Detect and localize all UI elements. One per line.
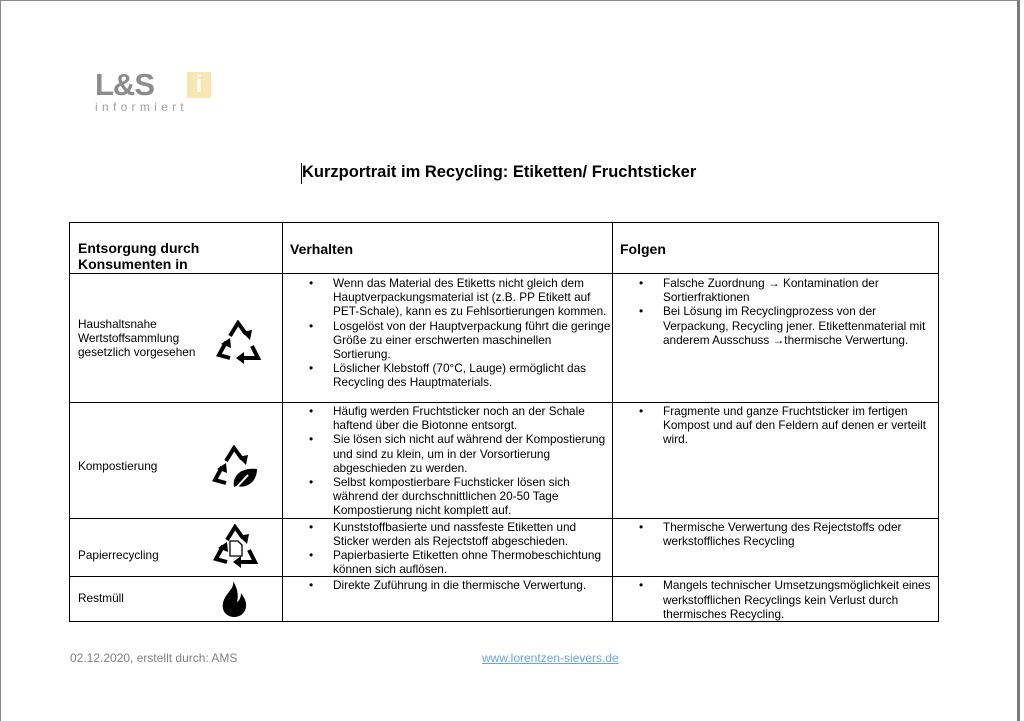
category-label: Haushaltsnahe Wertstoffsammlung gesetzlich vorgesehen — [78, 317, 196, 360]
list-item: • Bei Lösung im Recyclingprozess von der Verpackung, Recycling jener. Etikettenmaterial mit anderem Ausschuss →thermische Verwertung. — [663, 304, 938, 347]
folgen-cell — [613, 518, 939, 577]
compost-recycle-leaf-icon — [212, 445, 260, 491]
verhalten-list — [283, 274, 612, 390]
category-cell — [70, 577, 283, 622]
logo-text: L&S — [95, 67, 154, 102]
list-item: • Direkte Zuführung in die thermische Verwertung. — [333, 578, 612, 592]
company-logo — [95, 69, 225, 119]
info-badge-icon: i — [187, 72, 211, 98]
paper-recycle-icon — [213, 524, 261, 568]
folgen-cell — [613, 274, 939, 403]
verhalten-cell — [283, 403, 613, 519]
website-link[interactable]: www.lorentzen-sievers.de — [482, 651, 619, 665]
list-item: • Wenn das Material des Etiketts nicht gleich dem Hauptverpackungsmaterial ist (z.B. PP Etikett auf PET-Schale), kann es zu Fehlsortierungen kommen. — [333, 276, 612, 319]
folgen-cell — [613, 577, 939, 622]
verhalten-list — [283, 519, 612, 577]
list-item: • Losgelöst von der Hauptverpackung führt die geringe Größe zu einer erschwerten maschinellen Sortierung. — [333, 319, 612, 362]
list-item: • Mangels technischer Umsetzungsmöglichkeit eines werkstofflichen Recyclings kein Verlust durch thermisches Recycling. — [663, 578, 938, 621]
header-entsorgung: Entsorgung durch Konsumenten in — [70, 223, 283, 274]
logo-subtitle: informiert — [95, 100, 189, 114]
folgen-cell — [613, 403, 939, 519]
list-item: • Papierbasierte Etiketten ohne Thermobeschichtung können sich auflösen. — [333, 548, 612, 576]
table-row — [70, 518, 939, 577]
folgen-list — [613, 577, 938, 621]
table-header-row — [70, 223, 939, 274]
page-title: Kurzportrait im Recycling: Etiketten/ Fruchtsticker — [302, 163, 697, 181]
footer-date-author: 02.12.2020, erstellt durch: AMS — [70, 651, 238, 665]
header-folgen: Folgen — [613, 223, 939, 274]
category-label: Papierrecycling — [78, 547, 159, 562]
list-item: • Sie lösen sich nicht auf während der Kompostierung und sind zu klein, um in der Vorsortierung abgeschieden zu werden. — [333, 432, 612, 475]
verhalten-list — [283, 577, 612, 592]
table-row — [70, 403, 939, 519]
category-cell — [70, 403, 283, 519]
category-cell — [70, 274, 283, 403]
header-verhalten: Verhalten — [283, 223, 613, 274]
folgen-list — [613, 403, 938, 447]
category-label: Restmüll — [78, 591, 124, 606]
list-item: • Falsche Zuordnung → Kontamination der Sortierfraktionen — [663, 276, 938, 304]
flame-icon — [221, 581, 247, 617]
list-item: • Thermische Verwertung des Rejectstoffs oder werkstoffliches Recycling — [663, 520, 938, 548]
verhalten-list — [283, 403, 612, 518]
list-item: • Löslicher Klebstoff (70°C, Lauge) ermöglicht das Recycling des Hauptmaterials. — [333, 361, 612, 389]
recycle-icon — [216, 320, 262, 364]
category-label: Kompostierung — [78, 459, 158, 473]
category-cell — [70, 518, 283, 577]
recycling-table — [69, 222, 939, 622]
folgen-list — [613, 274, 938, 347]
verhalten-cell — [283, 577, 613, 622]
list-item: • Fragmente und ganze Fruchtsticker im fertigen Kompost und auf den Feldern auf denen er verteilt wird. — [663, 404, 938, 447]
list-item: • Häufig werden Fruchtsticker noch an der Schale haftend über die Biotonne entsorgt. — [333, 404, 612, 432]
list-item: • Kunststoffbasierte und nassfeste Etiketten und Sticker werden als Rejectstoff abgeschieden. — [333, 520, 612, 548]
table-row — [70, 577, 939, 622]
verhalten-cell — [283, 518, 613, 577]
verhalten-cell — [283, 274, 613, 403]
folgen-list — [613, 519, 938, 548]
list-item: • Selbst kompostierbare Fuchsticker lösen sich während der durchschnittlichen 20-50 Tage Kompostierung nicht komplett auf. — [333, 475, 612, 518]
table-row — [70, 274, 939, 403]
